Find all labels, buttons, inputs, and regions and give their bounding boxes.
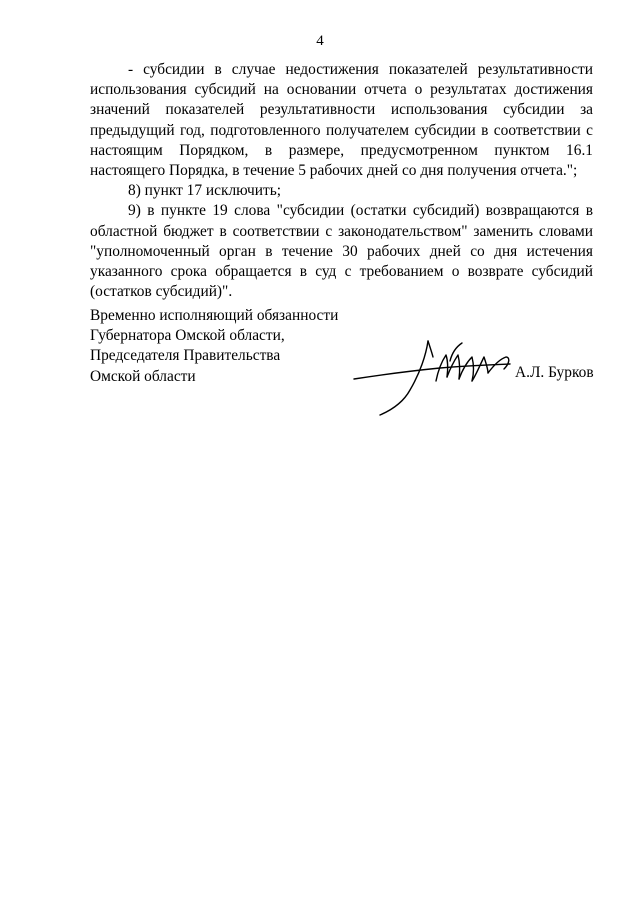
document-body: [90, 60, 593, 302]
paragraph-subsidy-return: - субсидии в случае недостижения показателей результативности использования субсидий на основании отчета о результатах достижения значений показателей результативности использования субсидии за предыдущий год, подготовленного получателем субсидии в соответствии с настоящим Порядком, в размере, предусмотренном пунктом 16.1 настоящего Порядка, в течение 5 рабочих дней со дня получения отчета.";: [90, 61, 593, 180]
page-number: 4: [316, 33, 324, 49]
signer-name: А.Л. Бурков: [515, 364, 594, 381]
signatory-title-line: Временно исполняющий обязанности: [90, 307, 339, 324]
paragraph-item-8: 8) пункт 17 исключить;: [128, 182, 282, 200]
signatory-title-line: Омской области: [90, 367, 196, 385]
signatory-title-line: Председателя Правительства: [90, 347, 281, 365]
handwritten-signature: [350, 335, 520, 420]
signatory-title-line: Губернатора Омской области,: [90, 327, 285, 345]
paragraph-item-9: 9) в пункте 19 слова "субсидии (остатки субсидий) возвращаются в областной бюджет в соответствии с законодательством" заменить словами "уполномоченный орган в течение 30 рабочих дней со дня истечения указанного срока обращается в суд с требованием о возврате субсидий (остатков субсидий)".: [90, 202, 593, 301]
signatory-title: [90, 306, 390, 387]
